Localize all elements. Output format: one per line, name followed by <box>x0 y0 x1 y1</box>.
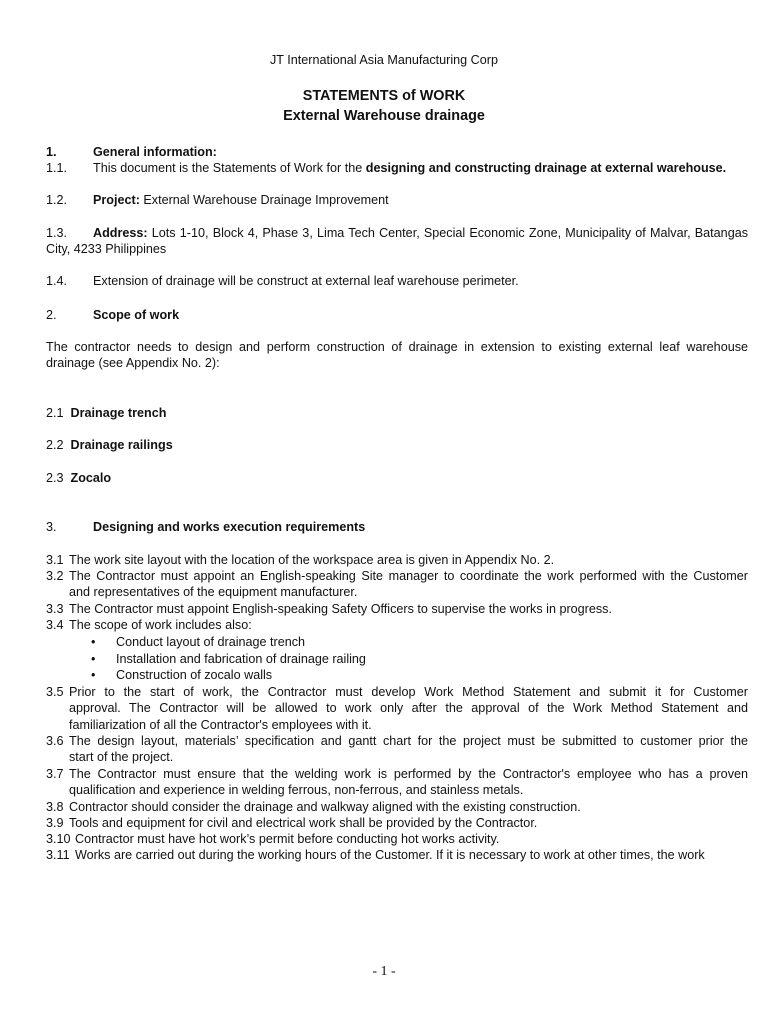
item-3-3-line-1: The Contractor must appoint English-speaking Safety Officers to supervise the works in progress. <box>69 602 612 616</box>
item-1-1-text <box>93 160 726 176</box>
item-3-6-line-2: start of the project. <box>69 750 174 765</box>
bullet-item-1: Conduct layout of drainage trench <box>116 635 306 649</box>
item-1-3-block <box>46 225 748 258</box>
item-1-2-number: 1.2. <box>46 193 68 207</box>
item-3-5-line-3: familiarization of all the Contractor's employees with it. <box>69 717 372 732</box>
item-3-2-line-1: The Contractor must appoint an English-speaking Site manager to coordinate the work performed with the Customer <box>69 569 748 583</box>
item-3-6-line-1: The design layout, materials’ specification and gantt chart for the project must be submitted to customer prior the <box>69 734 748 748</box>
item-1-1-text-bold: designing and constructing drainage at external warehouse. <box>365 161 727 175</box>
item-3-7-number: 3.7 <box>46 767 64 781</box>
item-1-1-number: 1.1. <box>46 161 68 175</box>
item-2-1-number: 2.1 <box>46 406 64 420</box>
bullet-icon: • <box>91 668 96 682</box>
item-2-3-number: 2.3 <box>46 471 64 485</box>
item-3-2-line-2: and representatives of the equipment manufacturer. <box>69 585 358 600</box>
item-3-10-number: 3.10 <box>46 832 71 846</box>
company-name: JT International Asia Manufacturing Corp <box>270 53 498 67</box>
item-2-3-label: Zocalo <box>70 471 112 485</box>
item-3-3-number: 3.3 <box>46 602 64 616</box>
item-1-4-number: 1.4. <box>46 274 68 288</box>
document-subtitle: External Warehouse drainage <box>283 108 485 124</box>
item-1-3-number: 1.3. <box>46 226 68 240</box>
item-3-7-line-1: The Contractor must ensure that the welding work is performed by the Contractor's employee who has a proven <box>69 767 748 781</box>
section-1-number: 1. <box>46 145 57 159</box>
item-3-6-number: 3.6 <box>46 734 64 748</box>
section-2-heading: Scope of work <box>93 308 180 322</box>
project-value: External Warehouse Drainage Improvement <box>139 193 389 207</box>
item-3-1-number: 3.1 <box>46 553 64 567</box>
section-2-intro <box>46 339 748 372</box>
item-3-9-number: 3.9 <box>46 816 64 830</box>
bullet-icon: • <box>91 635 96 649</box>
item-3-7-line-2: qualification and experience in welding ferrous, non-ferrous, and stainless metals. <box>69 783 524 798</box>
section-1-heading: General information: <box>93 145 217 159</box>
item-3-11-number: 3.11 <box>46 848 70 862</box>
document-title: STATEMENTS of WORK <box>302 88 466 104</box>
bullet-icon: • <box>91 652 96 666</box>
item-3-8-number: 3.8 <box>46 800 64 814</box>
bullet-item-2: Installation and fabrication of drainage railing <box>116 652 366 666</box>
item-3-11-line-1: Works are carried out during the working hours of the Customer. If it is necessary to work at other times, the work <box>75 848 705 862</box>
item-3-2-number: 3.2 <box>46 569 64 583</box>
item-1-3-line-1 <box>46 225 748 241</box>
item-2-2-number: 2.2 <box>46 438 64 452</box>
address-label: Address: <box>93 226 148 240</box>
item-3-9-line-1: Tools and equipment for civil and electrical work shall be provided by the Contractor. <box>69 816 538 830</box>
section-2-intro-line-1: The contractor needs to design and perform construction of drainage in extension to existing external leaf warehouse <box>46 340 748 354</box>
section-3-number: 3. <box>46 520 57 534</box>
section-2-number: 2. <box>46 308 57 322</box>
section-2-intro-line-2: drainage (see Appendix No. 2): <box>46 356 220 371</box>
item-2-2 <box>46 437 173 453</box>
item-1-2-text <box>93 192 389 208</box>
item-3-5-line-1: Prior to the start of work, the Contractor must develop Work Method Statement and submit it for Customer <box>69 685 748 699</box>
item-2-3 <box>46 470 111 486</box>
bullet-item-3: Construction of zocalo walls <box>116 668 273 682</box>
item-3-4-line-1: The scope of work includes also: <box>69 618 252 632</box>
item-3-1-line-1: The work site layout with the location of the workspace area is given in Appendix No. 2. <box>69 553 555 567</box>
item-3-4-number: 3.4 <box>46 618 64 632</box>
item-2-1 <box>46 405 166 421</box>
address-value-line-1: Lots 1-10, Block 4, Phase 3, Lima Tech Center, Special Economic Zone, Municipality of Malvar, Batangas <box>147 226 748 240</box>
item-2-2-label: Drainage railings <box>70 438 173 452</box>
item-3-5-number: 3.5 <box>46 685 64 699</box>
section-3-heading: Designing and works execution requirements <box>93 520 366 534</box>
item-1-1-text-plain: This document is the Statements of Work for the <box>93 161 366 175</box>
page-number: - 1 - <box>372 964 396 979</box>
project-label: Project: <box>93 193 140 207</box>
address-value-line-2: City, 4233 Philippines <box>46 242 167 257</box>
item-3-5-line-2: approval. The Contractor will be allowed to work only after the approval of the Work Method Statement and <box>69 701 748 716</box>
item-3-8-line-1: Contractor should consider the drainage and walkway aligned with the existing construction. <box>69 800 581 814</box>
item-1-4-text: Extension of drainage will be construct at external leaf warehouse perimeter. <box>93 274 519 288</box>
item-3-10-line-1: Contractor must have hot work’s permit before conducting hot works activity. <box>75 832 500 846</box>
item-2-1-label: Drainage trench <box>70 406 167 420</box>
